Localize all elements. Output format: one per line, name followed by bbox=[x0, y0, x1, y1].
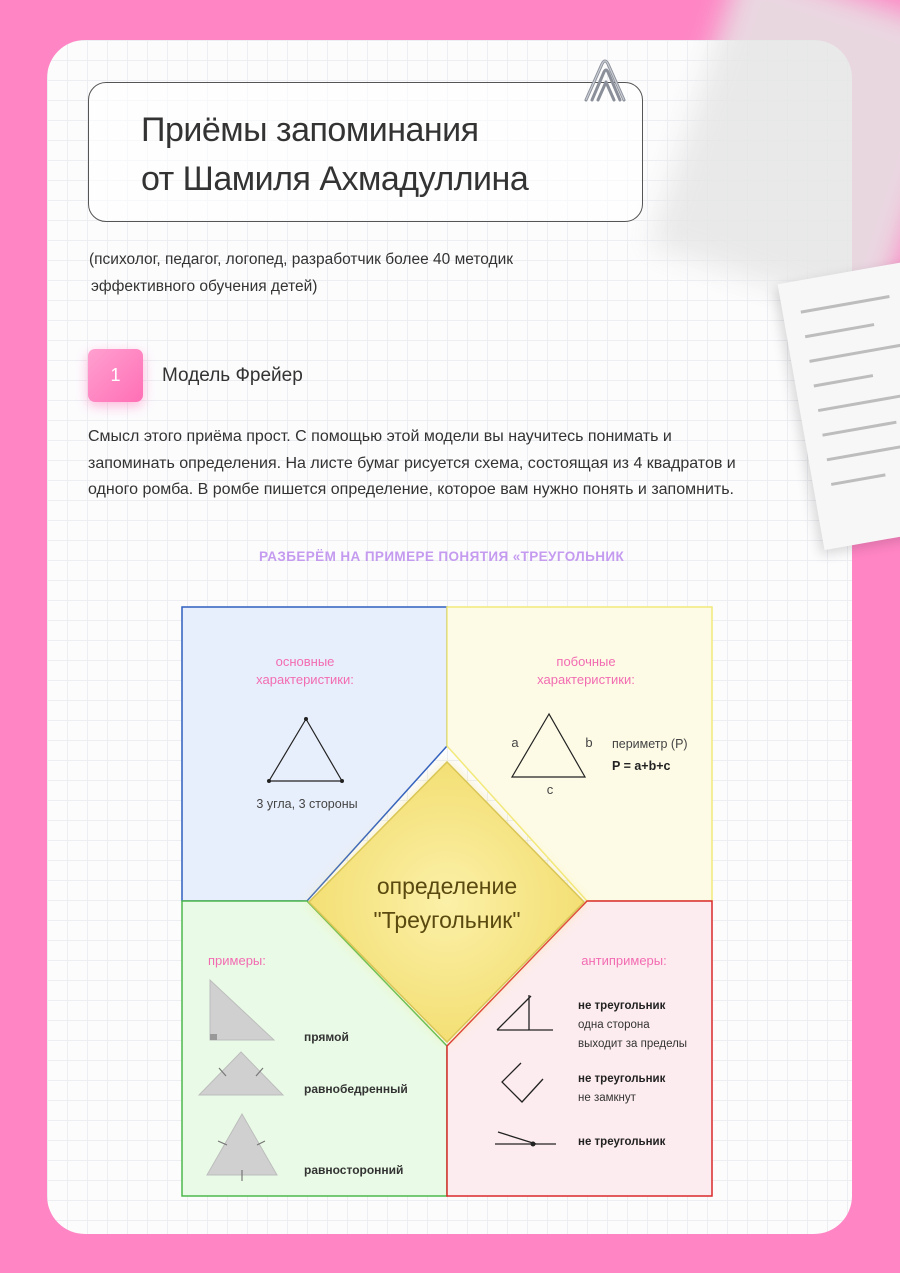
nonexample-3-line-1: не треугольник bbox=[578, 1136, 666, 1148]
paperclip-logo-icon bbox=[578, 56, 634, 108]
essential-label-line-1: основные bbox=[275, 654, 335, 669]
nonessential-label-line-2: характеристики: bbox=[537, 672, 635, 687]
nonexample-1-line-3: выходит за пределы bbox=[578, 1038, 688, 1050]
subtitle-line-1: (психолог, педагог, логопед, разработчик более 40 методик bbox=[89, 251, 514, 268]
nonessential-label-line-1: побочные bbox=[556, 654, 616, 669]
side-c-label: c bbox=[546, 782, 554, 797]
paragraph-line-1: Смысл этого приёма прост. С помощью этой модели вы научитесь понимать и bbox=[88, 428, 672, 445]
title-line-1: Приёмы запоминания bbox=[141, 111, 479, 149]
nonexample-2-line-1: не треугольник bbox=[578, 1073, 666, 1085]
frayer-model-diagram bbox=[181, 606, 714, 1198]
section-number-badge: 1 bbox=[88, 349, 143, 402]
example-heading: РАЗБЕРЁМ НА ПРИМЕРЕ ПОНЯТИЯ «ТРЕУГОЛЬНИК bbox=[259, 549, 625, 564]
paragraph-line-3: одного ромба. В ромбе пишется определение, которое вам нужно понять и запомнить. bbox=[88, 481, 734, 498]
perimeter-label: периметр (P) bbox=[612, 737, 688, 751]
example-item-3: равносторонний bbox=[304, 1163, 404, 1177]
examples-label: примеры: bbox=[208, 953, 266, 968]
example-item-1: прямой bbox=[304, 1030, 349, 1044]
author-description bbox=[89, 246, 513, 300]
nonexamples-label: антипримеры: bbox=[581, 953, 667, 968]
section-title: Модель Фрейер bbox=[162, 365, 303, 386]
title-line-2: от Шамиля Ахмадуллина bbox=[141, 160, 529, 198]
essential-label-line-2: характеристики: bbox=[256, 672, 354, 687]
example-item-2: равнобедренный bbox=[304, 1082, 408, 1096]
side-a-label: a bbox=[511, 735, 519, 750]
perimeter-formula: P = a+b+c bbox=[612, 759, 671, 773]
side-b-label: b bbox=[585, 735, 593, 750]
nonexample-2-line-2: не замкнут bbox=[578, 1092, 636, 1104]
intro-paragraph bbox=[88, 424, 808, 504]
definition-line-2: "Треугольник" bbox=[373, 907, 521, 933]
essential-caption: 3 угла, 3 стороны bbox=[256, 797, 358, 811]
paragraph-line-2: запоминать определения. На листе бумаг рисуется схема, состоящая из 4 квадратов и bbox=[88, 454, 736, 472]
nonexample-1-line-2: одна сторона bbox=[578, 1019, 650, 1031]
title-box bbox=[88, 82, 643, 222]
nonexample-1-line-1: не треугольник bbox=[578, 1000, 666, 1012]
subtitle-line-2: эффективного обучения детей) bbox=[91, 278, 318, 295]
definition-line-1: определение bbox=[376, 873, 518, 899]
